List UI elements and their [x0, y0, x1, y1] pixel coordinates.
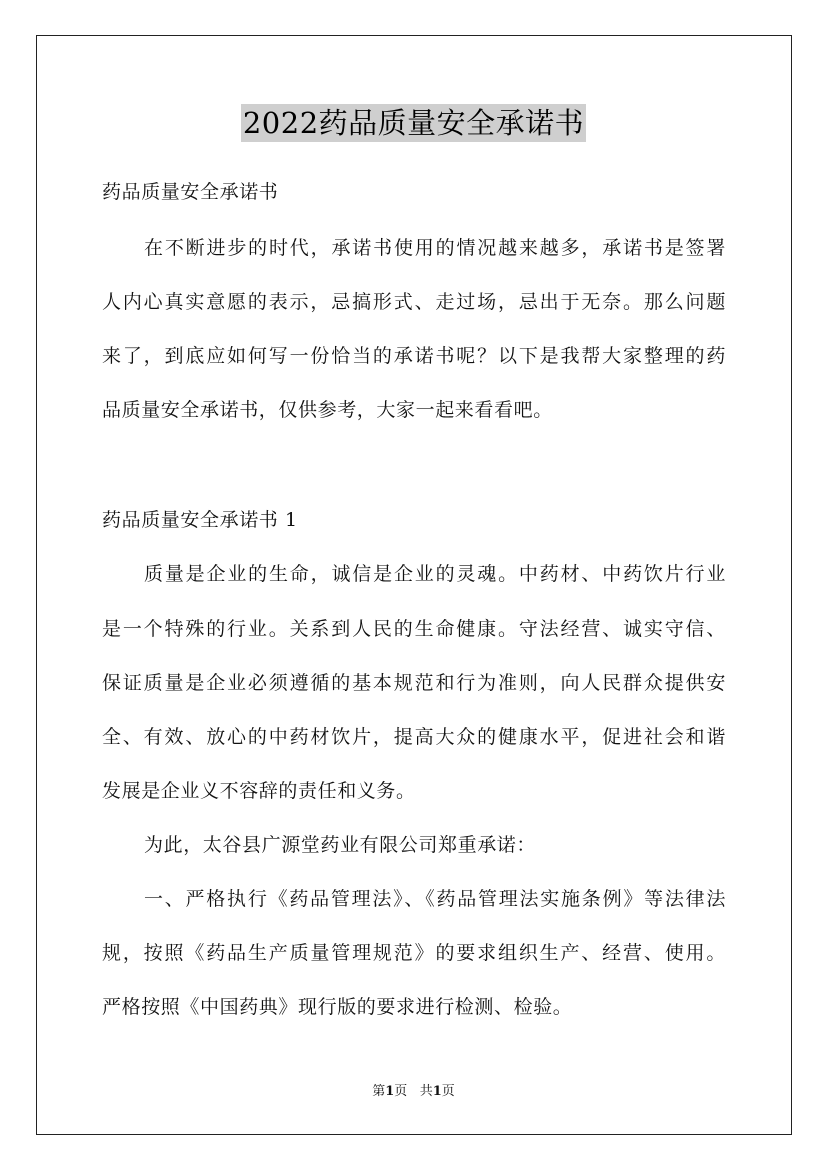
paragraph-line: 保证质量是企业必须遵循的基本规范和行为准则，向人民群众提供安 [102, 672, 726, 694]
page-footer [0, 1084, 827, 1100]
total-suffix: 页 [441, 1084, 455, 1099]
intro-line: 品质量安全承诺书，仅供参考，大家一起来看看吧。 [102, 399, 553, 421]
total-prefix: 共 [419, 1084, 433, 1099]
paragraph-line: 一、严格执行《药品管理法》、《药品管理法实施条例》等法律法 [144, 888, 726, 910]
title-wrap [0, 104, 827, 142]
paragraph-line: 发展是企业义不容辞的责任和义务。 [102, 780, 416, 802]
paragraph-line: 全、有效、放心的中药材饮片，提高大众的健康水平，促进社会和谐 [102, 726, 726, 748]
document-title: 2022药品质量安全承诺书 [242, 106, 585, 140]
section-heading: 药品质量安全承诺书 [102, 181, 279, 203]
paragraph-line: 质量是企业的生命，诚信是企业的灵魂。中药材、中药饮片行业 [144, 563, 726, 585]
paragraph-line: 规，按照《药品生产质量管理规范》的要求组织生产、经营、使用。 [102, 942, 726, 964]
intro-line: 来了，到底应如何写一份恰当的承诺书呢？以下是我帮大家整理的药 [102, 345, 726, 367]
intro-line: 人内心真实意愿的表示，忌搞形式、走过场，忌出于无奈。那么问题 [102, 291, 726, 313]
page-prefix: 第 [372, 1084, 386, 1099]
page-number: 1 [385, 1084, 395, 1099]
page-suffix: 页 [394, 1084, 408, 1099]
section-heading: 药品质量安全承诺书 1 [102, 509, 298, 531]
intro-line: 在不断进步的时代，承诺书使用的情况越来越多，承诺书是签署 [144, 237, 726, 259]
total-pages: 1 [432, 1084, 442, 1099]
paragraph-line: 严格按照《中国药典》现行版的要求进行检测、检验。 [102, 996, 573, 1018]
paragraph-line: 是一个特殊的行业。关系到人民的生命健康。守法经营、诚实守信、 [102, 618, 726, 640]
paragraph-line: 为此，太谷县广源堂药业有限公司郑重承诺： [144, 834, 537, 856]
